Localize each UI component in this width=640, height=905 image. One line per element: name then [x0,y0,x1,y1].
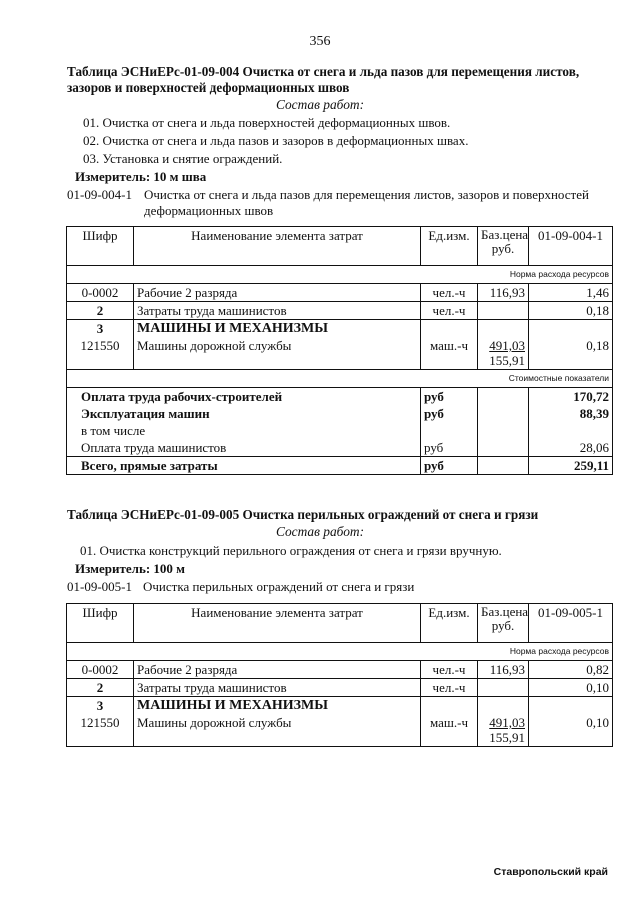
row-name: МАШИНЫ И МЕХАНИЗМЫ [134,320,421,338]
row-code: 0-0002 [67,284,134,302]
row-price [478,337,529,370]
row-value: 0,10 [529,714,613,747]
row-name: МАШИНЫ И МЕХАНИЗМЫ [134,697,421,715]
row-name: Затраты труда машинистов [134,302,421,320]
norm-label: Норма расхода ресурсов [67,266,613,284]
row-price [478,320,529,338]
table2-item-name: Очистка перильных ограждений от снега и грязи [143,579,415,594]
row-name: Машины дорожной службы [134,714,421,747]
table2-resource-table [66,603,613,747]
row-code: 121550 [67,714,134,747]
row-unit: чел.-ч [421,661,478,679]
page-number: 356 [309,34,331,49]
cost-unit: руб [421,388,478,406]
table1-work-3: 03. Установка и снятие ограждений. [83,151,283,166]
cost-name: Оплата труда рабочих-строителей [67,388,421,406]
table2-item-code: 01-09-005-1 [67,579,132,594]
cost-row [67,422,613,439]
table-row [67,679,613,697]
row-value: 0,18 [529,337,613,370]
row-unit: чел.-ч [421,679,478,697]
table1-item-name-line2: деформационных швов [144,203,274,218]
table1-title-line1: Таблица ЭСНиЕРс-01-09-004 Очистка от снега и льда пазов для перемещения листов, [67,64,580,79]
row-value [529,320,613,338]
header-unit: Ед.изм. [421,604,478,643]
row-code: 3 [67,320,134,338]
cost-name: в том числе [67,422,421,439]
row-value: 1,46 [529,284,613,302]
cost-label-row [67,370,613,388]
table-header-row [67,227,613,266]
row-price: 116,93 [478,661,529,679]
header-name: Наименование элемента затрат [134,604,421,643]
cost-value [529,422,613,439]
table2-meter: Измеритель: 100 м [75,561,186,576]
cost-row [67,388,613,406]
row-price [478,679,529,697]
table-row [67,337,613,370]
cost-value: 88,39 [529,405,613,422]
table-row [67,302,613,320]
header-price-line1: Баз.цена [481,604,529,619]
header-price-line1: Баз.цена [481,227,529,242]
row-name: Машины дорожной службы [134,337,421,370]
row-price [478,697,529,715]
row-price-main: 491,03 [489,338,525,353]
row-price [478,714,529,747]
cost-price [478,405,529,422]
row-price [478,302,529,320]
footer-region: Ставропольский край [493,866,608,878]
row-unit [421,697,478,715]
table-row [67,284,613,302]
row-unit: маш.-ч [421,714,478,747]
header-code: Шифр [67,604,134,643]
cost-name: Оплата труда машинистов [67,439,421,457]
header-price [478,227,529,266]
cost-unit: руб [421,457,478,475]
table-row [67,320,613,338]
table1-resource-table [66,226,613,475]
cost-row [67,405,613,422]
row-price-secondary: 155,91 [489,353,525,368]
cost-price [478,422,529,439]
header-name: Наименование элемента затрат [134,227,421,266]
table2-work-1: 01. Очистка конструкций перильного ограждения от снега и грязи вручную. [80,543,502,558]
cost-value: 170,72 [529,388,613,406]
table-row [67,714,613,747]
header-price-line2: руб. [491,241,515,256]
row-value: 0,18 [529,302,613,320]
row-unit: чел.-ч [421,302,478,320]
row-value: 0,10 [529,679,613,697]
header-code: Шифр [67,227,134,266]
cost-value: 28,06 [529,439,613,457]
row-code: 2 [67,302,134,320]
cost-row [67,439,613,457]
row-price-secondary: 155,91 [489,730,525,745]
row-name: Рабочие 2 разряда [134,661,421,679]
header-price-line2: руб. [491,618,515,633]
cost-price [478,457,529,475]
table1-item-code: 01-09-004-1 [67,187,132,202]
cost-label: Стоимостные показатели [67,370,613,388]
cost-unit: руб [421,439,478,457]
row-code: 2 [67,679,134,697]
table1-composition-heading: Состав работ: [275,97,365,112]
row-unit: маш.-ч [421,337,478,370]
row-name: Затраты труда машинистов [134,679,421,697]
table2-composition-heading: Состав работ: [275,524,365,539]
row-value [529,697,613,715]
table-row [67,661,613,679]
table1-work-1: 01. Очистка от снега и льда поверхностей деформационных швов. [83,115,451,130]
row-code: 121550 [67,337,134,370]
header-column-code: 01-09-004-1 [529,227,613,266]
header-unit: Ед.изм. [421,227,478,266]
row-unit [421,320,478,338]
cost-price [478,388,529,406]
row-code: 3 [67,697,134,715]
row-price: 116,93 [478,284,529,302]
cost-name: Всего, прямые затраты [67,457,421,475]
norm-label-row [67,643,613,661]
header-price [478,604,529,643]
norm-label-row [67,266,613,284]
table1-title-line2: зазоров и поверхностей деформационных швов [67,80,350,95]
row-value: 0,82 [529,661,613,679]
cost-unit [421,422,478,439]
table-header-row [67,604,613,643]
cost-unit: руб [421,405,478,422]
row-unit: чел.-ч [421,284,478,302]
table1-item-name-line1: Очистка от снега и льда пазов для перемещения листов, зазоров и поверхностей [144,187,589,202]
row-price-main: 491,03 [489,715,525,730]
cost-name: Эксплуатация машин [67,405,421,422]
row-code: 0-0002 [67,661,134,679]
cost-row [67,457,613,475]
table1-meter: Измеритель: 10 м шва [75,169,207,184]
cost-value: 259,11 [529,457,613,475]
cost-price [478,439,529,457]
header-column-code: 01-09-005-1 [529,604,613,643]
norm-label: Норма расхода ресурсов [67,643,613,661]
row-name: Рабочие 2 разряда [134,284,421,302]
table-row [67,697,613,715]
table1-work-2: 02. Очистка от снега и льда пазов и зазоров в деформационных швах. [83,133,469,148]
table2-title: Таблица ЭСНиЕРс-01-09-005 Очистка перильных ограждений от снега и грязи [67,507,539,522]
